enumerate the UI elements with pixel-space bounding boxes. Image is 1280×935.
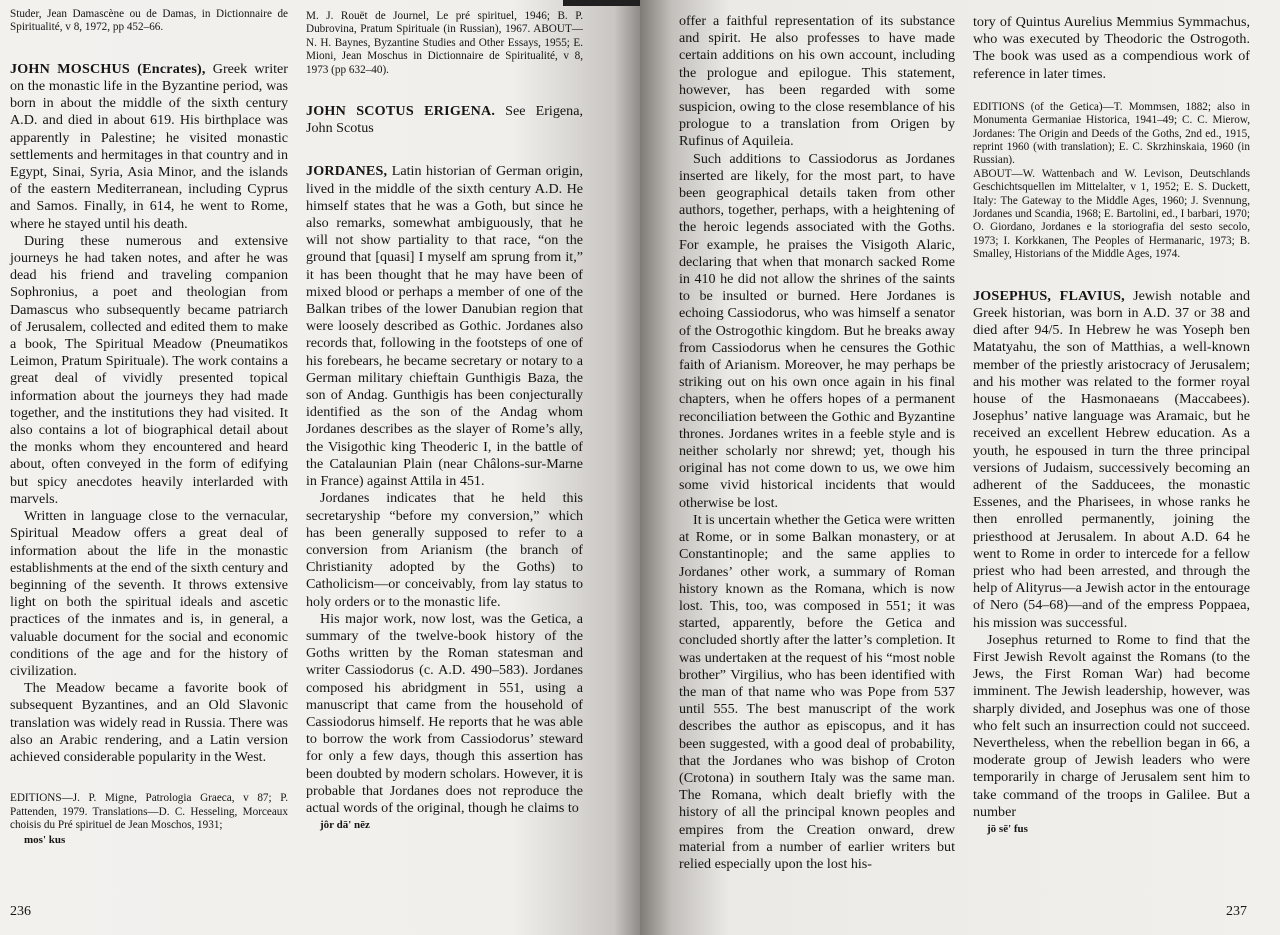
running-head-strip <box>563 0 640 6</box>
entry-heading: JOSEPHUS, FLAVIUS, <box>973 287 1125 304</box>
entry-moschus: JOHN MOSCHUS (Encrates), Greek writer on the monastic life in the Byzantine period, was born in about the middle of the sixth century A.D. and died in about 619. His birthplace was apparently in Palestine; he visited monastic settlements and hermitages in that country and in Egypt, Sinai, Syria, Asia Minor, and the islands of the eastern Mediterranean, including Cyprus and Samos. Finally, in 614, he went to Rome, where he stayed until his death. <box>10 60 288 232</box>
reference-text: M. J. Rouët de Journel, Le pré spirituel, 1946; B. P. Dubrovina, Pratum Spirituale (in Russian), 1967. ABOUT—N. H. Baynes, Byzantine Studies and Other Essays, 1955; E. Mioni, Jean Moschus in Dictionnaire de Spiritualité, v 8, 1973 (pp 632–40). <box>306 10 583 76</box>
paragraph: It is uncertain whether the Getica were written at Rome, or in some Balkan monastery, or at Constantinople; and the same applies to Jordanes’ other work, a summary of Roman history known as the Romana, which is now lost. This, too, was composed in 551; it was started, apparently, before the Getica and concluded shortly after the latter’s completion. It was undertaken at the request of his “most noble brother” Virgilius, who has been identified with the man of that name who was Pope from 537 until 555. The best manuscript of the work describes the author as episcopus, and it has been suggested, with a good deal of probability, that the Jordanes who was bishop of Croton (Crotona) in southern Italy was the same man. The Romana, which dealt briefly with the history of all the principal known peoples and empires from the Creation onward, drew material from a number of earlier writers but relied especially upon the lost his- <box>679 511 955 872</box>
right-page <box>640 0 1280 935</box>
pronunciation: jôr dā' nēz <box>320 819 370 832</box>
left-column-1 <box>10 8 288 850</box>
entry-jordanes: JORDANES, Latin historian of German origin, lived in the middle of the sixth century A.D. He himself states that he was a Goth, but since he also remarks, somewhat ambiguously, that he will not show partiality to that race, “on the ground that [quasi] I myself am sprung from it,” it has been thought that he may have been of mixed blood or perhaps a member of one of the Balkan tribes of the lower Danubian region that were loosely described as Gothic. Jordanes also records that, following in the footsteps of one of his forebears, he became secretary or notary to a German military chieftain Gunthigis Baza, the son of Andag. Gunthigis has been conjecturally identified as the son of the Andag whom Jordanes describes as the slayer of Rome’s ally, the Visigothic king Theoderic I, in the battle of the Catalaunian Plain (near Châlons-sur-Marne in France) against Attila in 451. <box>306 163 583 490</box>
page-number: 237 <box>1226 904 1247 919</box>
about-text: ABOUT—W. Wattenbach and W. Levison, Deutschlands Geschichtsquellen im Mittelalter, v 1, 1952; E. S. Duckett, Italy: The Gateway to the Middle Ages, 1960; J. Svennung, Jordanes und Scandia, 1968; E. Bartolini, ed., I barbari, 1970; O. Giordano, Jordanes e la storiografia del sesto secolo, 1973; I. Korkkanen, The Peoples of Hermanaric, 1973; B. Smalley, Historians of the Middle Ages, 1974. <box>973 167 1250 261</box>
pronunciation: jō sē' fus <box>987 822 1028 835</box>
paragraph: Jordanes indicates that he held this secretaryship “before my conversion,” which has been generally supposed to refer to a conversion from Arianism (the branch of Christianity adopted by the Goths) to Catholicism—or conceivably, from lay status to holy orders or to the monastic life. <box>306 490 583 610</box>
editions-text: EDITIONS—J. P. Migne, Patrologia Graeca, v 87; P. Pattenden, 1979. Translations—D. C. Hesseling, Morceaux choisis du Pré spirituel de Jean Moschos, 1931; <box>10 792 288 831</box>
paragraph: Such additions to Cassiodorus as Jordanes inserted are likely, for the most part, to have been geographical details taken from other authors, together, perhaps, with a heightening of the heroic legends associated with the Goths. For example, he praises the Visigoth Alaric, declaring that when that monarch sacked Rome in 410 he did not allow the shrines of the saints to be insulted or burned. Here Jordanes is echoing Cassiodorus, who was himself a senator of the Ostrogothic kingdom. But he breaks away from Cassiodorus when he censures the Gothic faith of Arianism. Moreover, he may perhaps be striking out on his own once again in his final chapters, when he offers hopes of a permanent reconciliation between the Gothic and Byzantine thrones. Jordanes writes in a feeble style and is neither scholarly nor shrewd; yet, though his original has not come down to us, we owe him some vivid historical incidents that would otherwise be lost. <box>679 150 955 511</box>
paragraph: His major work, now lost, was the Getica, a summary of the twelve-book history of the Goths written by the Roman statesman and writer Cassiodorus (c. A.D. 490–583). Jordanes composed his abridgment in 551, using a manuscript that came from the household of Cassiodorus himself. He reports that he was able to borrow the work from Cassiodorus’ steward for only a few days, though this assertion has been doubted by modern scholars. However, it is probable that Jordanes does not reproduce the actual words of the original, though he claims to <box>306 610 583 816</box>
entry-heading: JOHN SCOTUS ERIGENA. <box>306 103 496 120</box>
paragraph: Josephus returned to Rome to find that the First Jewish Revolt against the Romans (to the Jews, the First Roman War) had become imminent. The Jewish leadership, however, was sharply divided, and Josephus was one of those who felt such an insurrection could not succeed. Nevertheless, when the rebellion began in 66, a moderate group of Jewish leaders who were temporarily in charge of Jerusalem sent him to take command of the troops in Galilee. But a number <box>973 631 1250 820</box>
left-column-2 <box>306 10 583 834</box>
reference-text: Studer, Jean Damascène ou de Damas, in Dictionnaire de Spiritualité, v 8, 1972, pp 452–66. <box>10 8 288 34</box>
entry-scotus: JOHN SCOTUS ERIGENA. See Erigena, John Scotus <box>306 103 583 137</box>
right-column-1 <box>679 13 955 873</box>
paragraph: The Meadow became a favorite book of subsequent Byzantines, and an Old Slavonic translation was widely read in Russia. There was also an Arabic rendering, and a Latin version achieved considerable popularity in the West. <box>10 680 288 765</box>
paragraph: tory of Quintus Aurelius Memmius Symmachus, who was executed by Theodoric the Ostrogoth. The book was used as a compendious work of reference in later times. <box>973 14 1250 82</box>
page-number: 236 <box>10 904 31 919</box>
paragraph: offer a faithful representation of its substance and spirit. He also professes to have made certain additions on his own account, including the prologue and epilogue. This statement, however, has been regarded with some suspicion, owing to the close resemblance of his prologue to a translation from Origen by Rufinus of Aquileia. <box>679 13 955 150</box>
entry-heading: JOHN MOSCHUS (Encrates), <box>10 60 206 77</box>
entry-josephus: JOSEPHUS, FLAVIUS, Jewish notable and Greek historian, was born in A.D. 37 or 38 and died after 94/5. In Hebrew he was Yoseph ben Matatyahu, the son of Matthias, a well-known member of the priestly aristocracy of Jerusalem; and his mother was related to the former royal house of the Hasmonaeans (Maccabees). Josephus’ native language was Aramaic, but he received an excellent Hebrew education. As a youth, he espoused in turn the three principal versions of Judaism, successively becoming an adherent of the Sadducees, the monastic Essenes, and the Pharisees, in whose ranks he then enrolled permanently, joining the priesthood at Jerusalem. In about A.D. 64 he went to Rome in order to intercede for a fellow priest who had been arrested, and through the help of Alityrus—a Jewish actor in the entourage of Nero (54–68)—and of the empress Poppaea, his mission was successful. <box>973 287 1250 631</box>
paragraph: During these numerous and extensive journeys he had taken notes, and after he was dead his friend and traveling companion Sophronius, a poet and theologian from Damascus who subsequently became patriarch of Jerusalem, collected and edited them to make a book, The Spiritual Meadow (Pneumatikos Leimon, Pratum Spirituale). The work contains a great deal of vividly presented topical information about the journeys they had made together, and the institutions they had visited. It also contains a lot of biographical detail about the monks whom they encountered and heard about, often conveyed in the form of edifying but spicy anecdotes heavily interlarded with marvels. <box>10 232 288 507</box>
pronunciation: mos' kus <box>24 834 66 847</box>
paragraph: Written in language close to the vernacular, Spiritual Meadow offers a great deal of information about the life in the monastic establishments at the end of the sixth century and beginning of the seventh. It throws extensive light on both the spiritual ideals and ascetic practices of the inmates and is, in general, a valuable document for the social and economic conditions of the age and for the history of civilization. <box>10 508 288 679</box>
right-column-2 <box>973 14 1250 838</box>
entry-heading: JORDANES, <box>306 163 388 180</box>
editions-text: EDITIONS (of the Getica)—T. Mommsen, 1882; also in Monumenta Germaniae Historica, 1941–49; C. C. Mierow, Jordanes: The Origin and Deeds of the Goths, 2nd ed., 1915, reprint 1960 (with translation); E. C. Skrzhinskaia, 1960 (in Russian). <box>973 100 1250 167</box>
